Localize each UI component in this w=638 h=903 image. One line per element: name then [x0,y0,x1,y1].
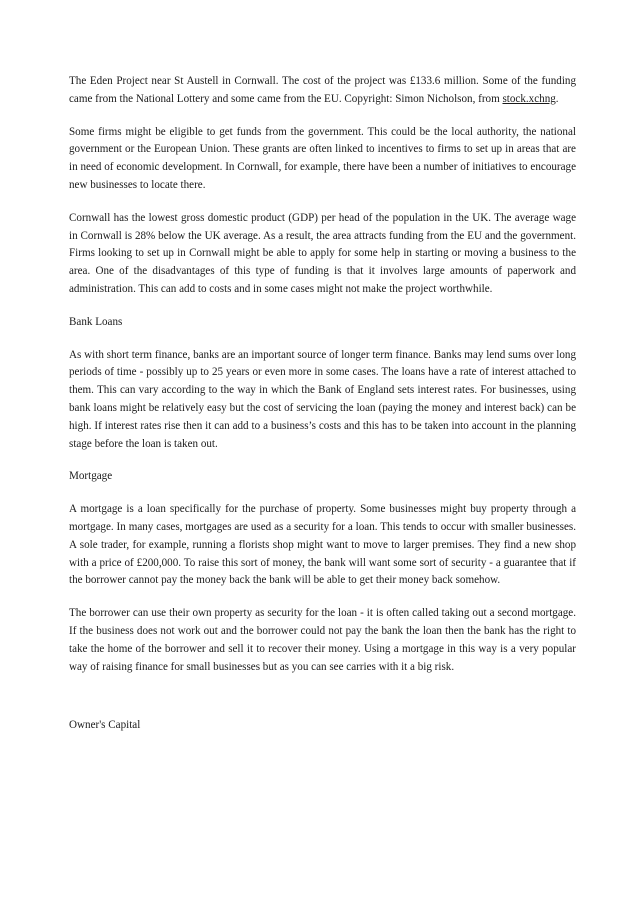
owners-capital-heading: Owner's Capital [69,719,141,732]
document-page [69,73,576,735]
caption-end: . [555,92,559,105]
caption-text: The Eden Project near St Austell in Cornwall. The cost of the project was £133.6 million. Some of the funding came from the National Lottery and some came from the EU. Copyright: Simon Nicholson, from [69,75,576,105]
mortgage-paragraph: A mortgage is a loan specifically for the purchase of property. Some businesses might buy property through a mortgage. In many cases, mortgages are used as a security for a loan. This tends to occur with smaller businesses. A sole trader, for example, running a florists shop might want to move to larger premises. They find a new shop with a price of £200,000. To raise this sort of money, the bank will want some sort of security - a guarantee that if the borrower cannot pay the money back the bank will be able to get their money back somehow. [69,503,576,587]
grants-paragraph: Some firms might be eligible to get funds from the government. This could be the local authority, the national government or the European Union. These grants are often linked to incentives to firms to set up in areas that are in need of economic development. In Cornwall, for example, there have been a number of initiatives to encourage new businesses to locate there. [69,125,576,191]
cornwall-paragraph: Cornwall has the lowest gross domestic product (GDP) per head of the population in the UK. The average wage in Cornwall is 28% below the UK average. As a result, the area attracts funding from the EU and the government. Firms looking to set up in Cornwall might be able to apply for some help in starting or moving a business to the area. One of the disadvantages of this type of funding is that it involves large amounts of paperwork and administration. This can add to costs and in some cases might not make the project worthwhile. [69,211,576,295]
bank-loans-heading: Bank Loans [69,315,123,328]
mortgage-heading: Mortgage [69,470,113,483]
bank-loans-paragraph: As with short term finance, banks are an important source of longer term finance. Banks may lend sums over long periods of time - possibly up to 25 years or even more in some cases. The loans have a rate of interest attached to them. This can vary according to the way in which the Bank of England sets interest rates. For businesses, using bank loans might be relatively easy but the cost of servicing the loan (paying the money and interest back) can be high. If interest rates rise then it can add to a business’s costs and this has to be taken into account in the planning stage before the loan is taken out. [69,348,576,450]
stock-xchng-link[interactable]: stock.xchng [502,92,556,105]
image-caption [69,73,576,109]
second-mortgage-paragraph: The borrower can use their own property as security for the loan - it is often called taking out a second mortgage. If the business does not work out and the borrower could not pay the bank the loan then the bank has the right to take the home of the borrower and sell it to recover their money. Using a mortgage in this way is a very popular way of raising finance for small businesses but as you can see carries with it a big risk. [69,607,576,673]
